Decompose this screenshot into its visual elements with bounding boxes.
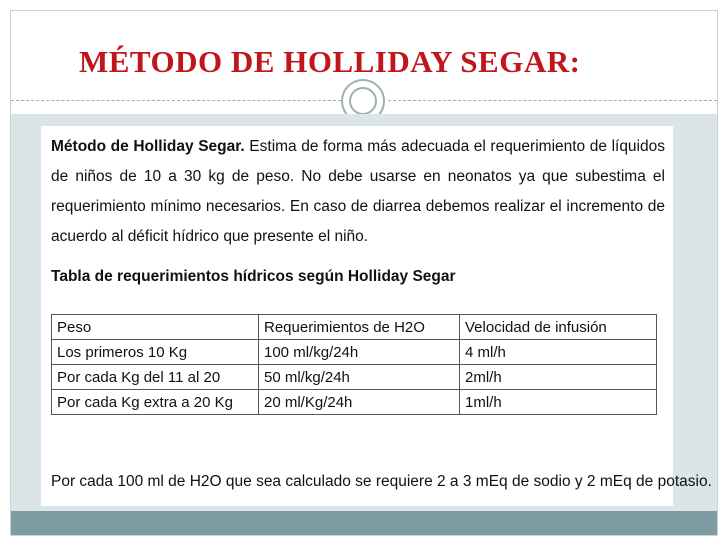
table-cell: Por cada Kg extra a 20 Kg: [52, 390, 259, 415]
table-cell: 4 ml/h: [460, 340, 657, 365]
slide-title: MÉTODO DE HOLLIDAY SEGAR:: [79, 44, 581, 79]
table-cell: 2ml/h: [460, 365, 657, 390]
table-cell: Los primeros 10 Kg: [52, 340, 259, 365]
header-peso: Peso: [52, 315, 259, 340]
table-header-row: [52, 315, 657, 340]
table-caption: Tabla de requerimientos hídricos según Holliday Segar: [51, 268, 456, 285]
intro-text: Estima de forma más adecuada el requerimiento de líquidos de niños de 10 a 30 kg de peso. No debe usarse en neonatos ya que subestima el requerimiento mínimo necesarios. En caso de diarrea debemos realizar el incremento de acuerdo al déficit hídrico que presente el niño.: [51, 138, 665, 245]
table-cell: 50 ml/kg/24h: [259, 365, 460, 390]
title-divider-right: [388, 100, 717, 101]
table-row: [52, 365, 657, 390]
title-divider-left: [11, 100, 341, 101]
footer-bar: [11, 511, 717, 535]
table-row: [52, 340, 657, 365]
table-cell: 20 ml/Kg/24h: [259, 390, 460, 415]
intro-paragraph: [51, 132, 665, 252]
table-cell: 1ml/h: [460, 390, 657, 415]
header-velocidad: Velocidad de infusión: [460, 315, 657, 340]
table-cell: Por cada Kg del 11 al 20: [52, 365, 259, 390]
intro-heading: Método de Holliday Segar.: [51, 138, 245, 155]
table-row: [52, 390, 657, 415]
requirements-table: [51, 314, 657, 415]
footnote-text: Por cada 100 ml de H2O que sea calculado se requiere 2 a 3 mEq de sodio y 2 mEq de potasio.: [51, 473, 712, 490]
header-requerimientos: Requerimientos de H2O: [259, 315, 460, 340]
table-cell: 100 ml/kg/24h: [259, 340, 460, 365]
document-image: [41, 126, 712, 506]
